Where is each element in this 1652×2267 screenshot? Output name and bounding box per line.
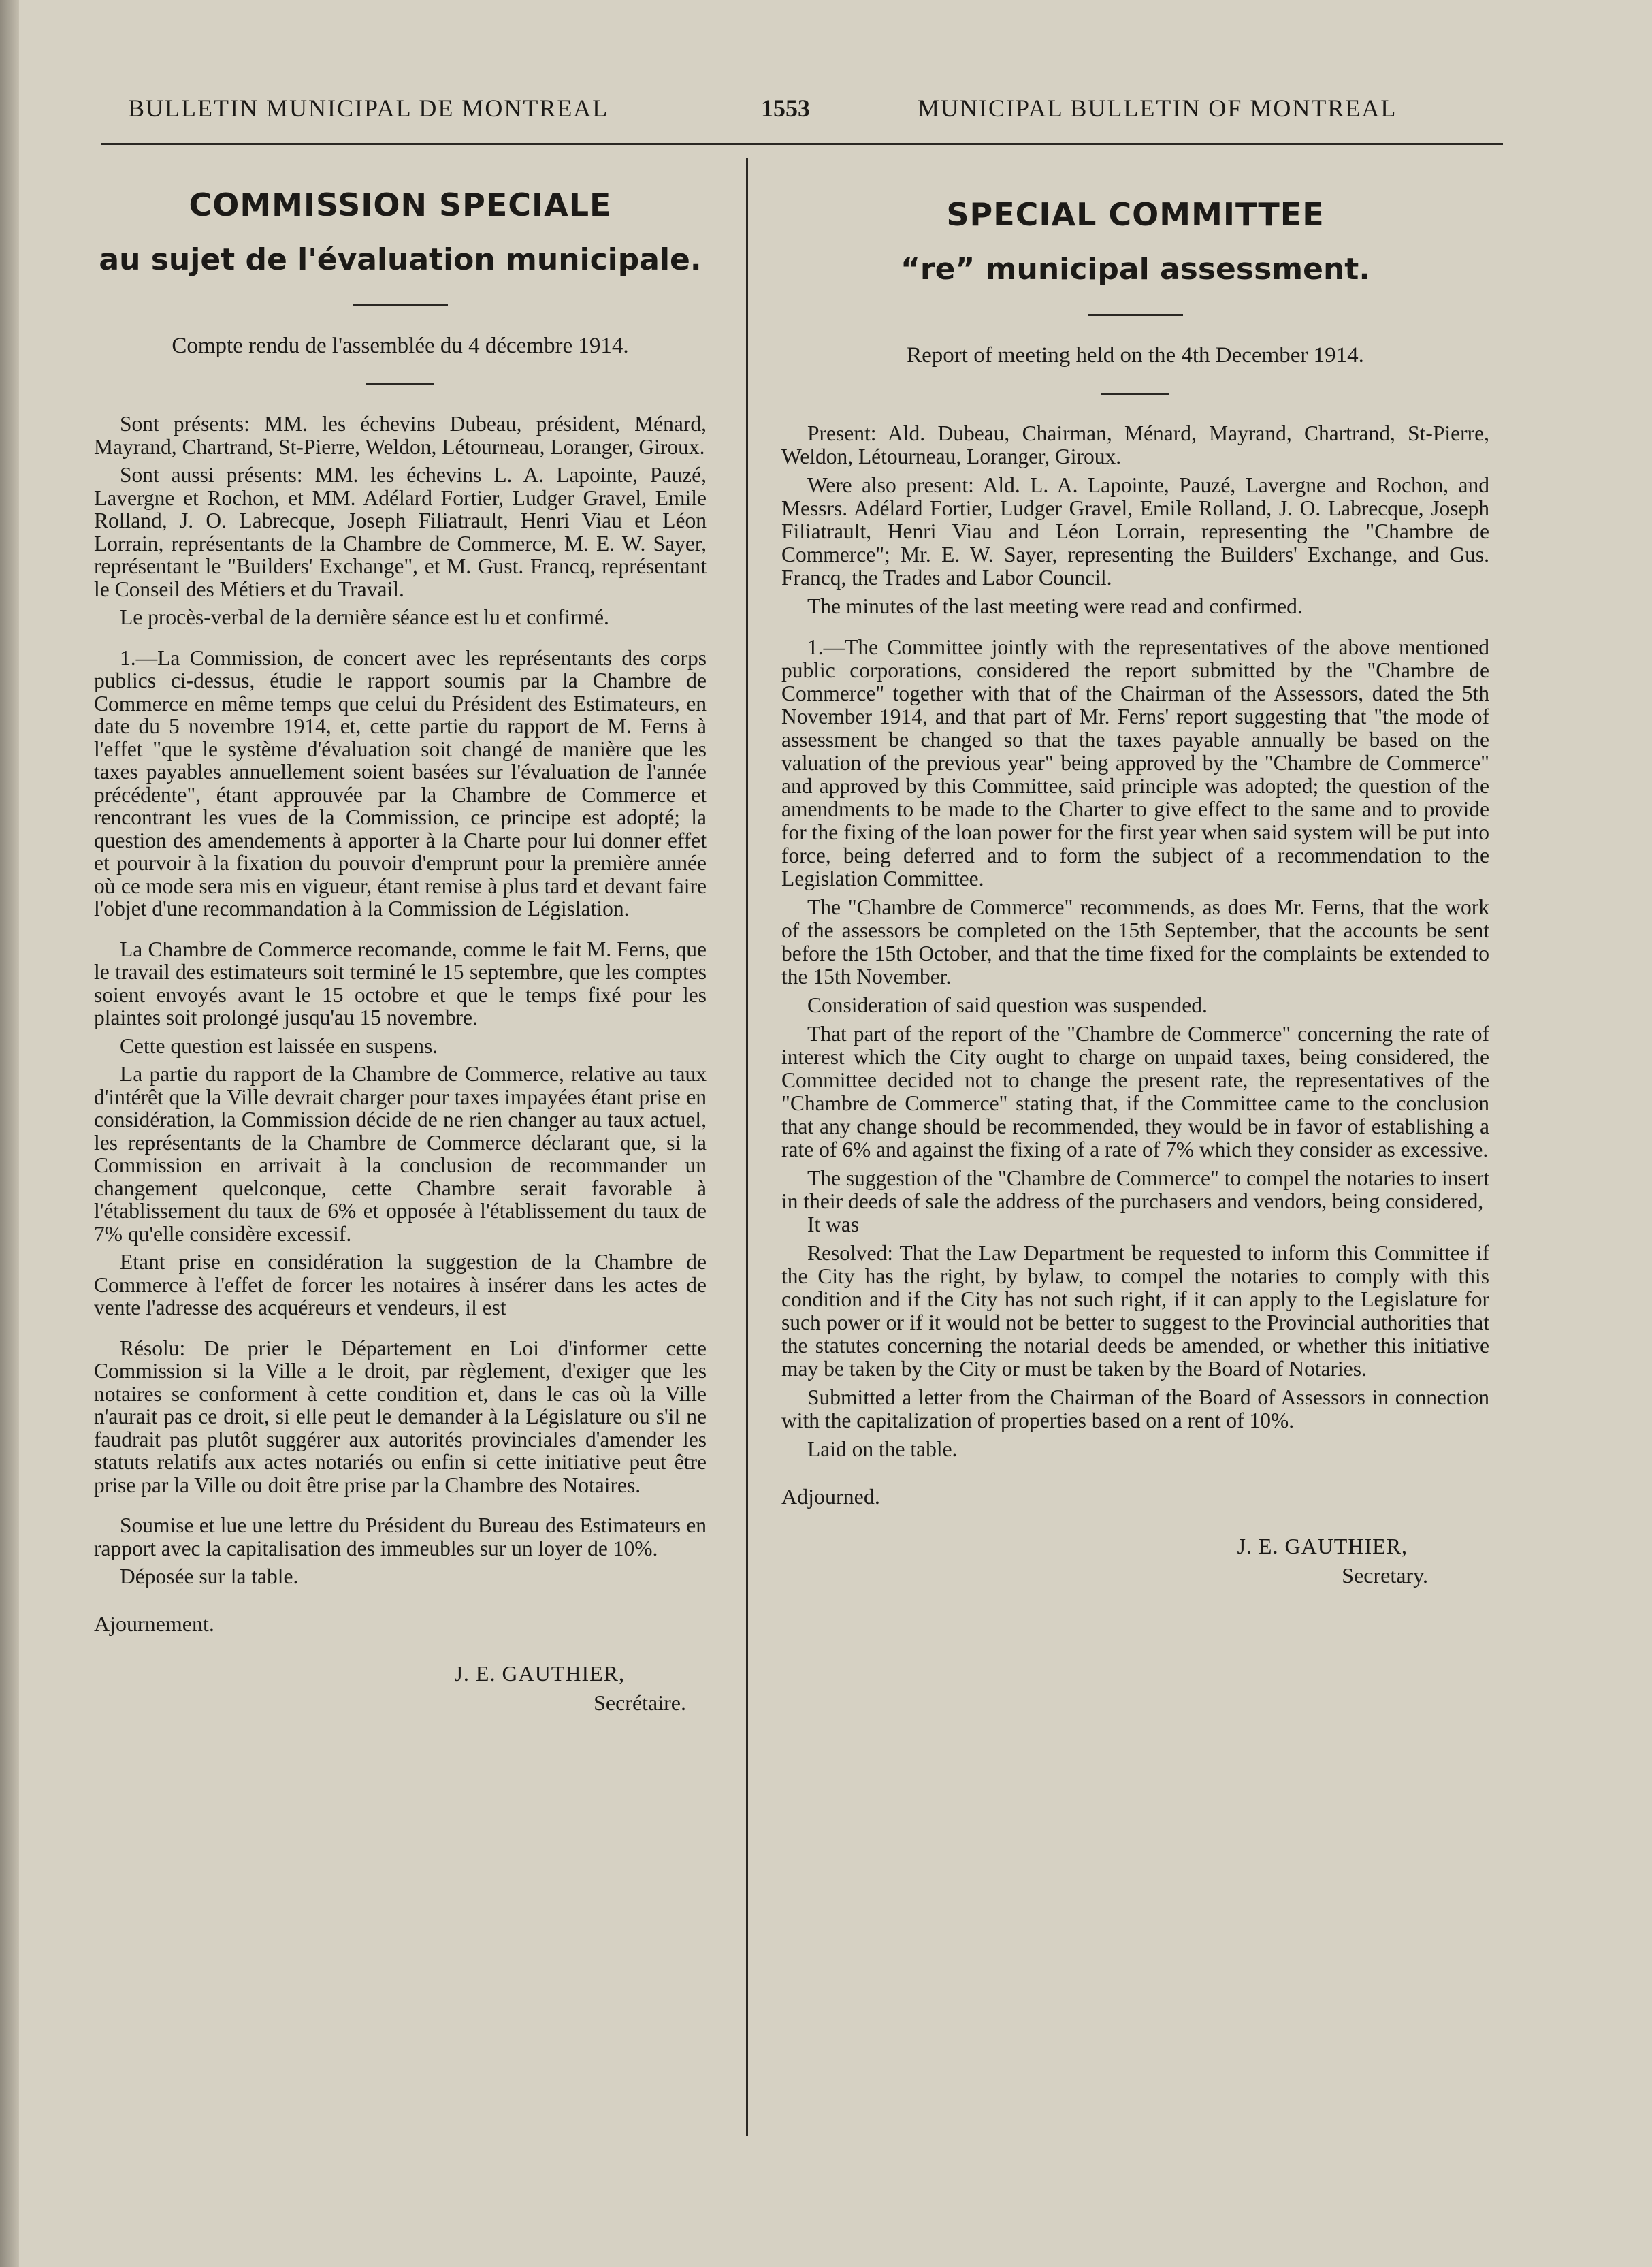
english-signature: J. E. GAUTHIER, [1237,1534,1408,1558]
french-paragraph-minutes: Le procès-verbal de la dernière séance est lu et confirmé. [120,605,609,629]
french-paragraph-recommendation: La Chambre de Commerce recomande, comme le fait M. Ferns, que le travail des estimateurs soit terminé le 15 septembre, que les comptes soient envoyés avant le 15 octobre et que le temps fixé pour les plaintes soit prolongé jusqu'au 15 novembre. [94,937,707,1029]
english-paragraph-suspended: Consideration of said question was suspended. [807,993,1208,1017]
english-paragraph-notaries: The suggestion of the "Chambre de Commerce" to compel the notaries to insert in their deeds of sale the address of the purchasers and vendors, being considered, [781,1166,1489,1213]
french-meeting-date: Compte rendu de l'assemblée du 4 décembre 1914. [172,334,629,358]
french-adjourned: Ajournement. [94,1611,214,1636]
title-rule [353,304,448,306]
title-rule [1088,314,1183,316]
bulletin-page [19,0,1652,2267]
page-number: 1553 [761,95,810,122]
english-paragraph-tabled: Laid on the table. [807,1437,958,1461]
english-body [781,422,1489,1461]
english-paragraph-it-was: It was [807,1212,860,1236]
french-paragraph-resolved: Résolu: De prier le Département en Loi d'informer cette Commission si la Ville a le droit, par règlement, d'exiger que les notaires se conforment à cette condition et, dans le cas où la Ville n'aurait pas ce droit, si elle peut le demander à la Législature ou s'il ne faudrait pas plutôt suggérer aux autorités provinciales d'amender les statuts relatifs aux actes notariés ou enfin si cette initiative peut être prise par la Ville ou doit être prise par la Chambre des Notaires. [94,1336,707,1497]
english-paragraph-resolved: Resolved: That the Law Department be requested to inform this Committee if the City has the right, by bylaw, to compel the notaries to comply with this condition and if the City has not such right, if it can apply to the Legislature for such power or if it would not be better to suggest to the Provincial authorities that the statutes concerning the notarial deeds be amended, or whether this initiative may be taken by the City or must be taken by the Board of Notaries. [781,1241,1489,1381]
french-body [94,413,707,1588]
english-paragraph-minutes: The minutes of the last meeting were read and confirmed. [807,594,1303,618]
french-paragraph-tabled: Déposée sur la table. [120,1564,299,1588]
french-paragraph-notaries: Etant prise en considération la suggestion de la Chambre de Commerce à l'effet de forcer les notaires à insérer dans les actes de vente l'adresse des acquéreurs et vendeurs, il est [94,1250,707,1319]
french-signature: J. E. GAUTHIER, [454,1660,625,1686]
english-paragraph-also-present: Were also present: Ald. L. A. Lapointe, Pauzé, Lavergne and Rochon, and Messrs. Adélard Fortier, Ludger Gravel, Emile Rolland, J. O. Labrecque, Joseph Filiatrault, Henri Viau and Léon Lorrain, representing the "Chambre de Commerce"; Mr. E. W. Sayer, representing the Builders' Exchange, and Gus. Francq, the Trades and Labor Council. [781,473,1489,590]
column-divider [746,158,748,2136]
subtitle-rule [366,383,434,385]
english-paragraph-present: Present: Ald. Dubeau, Chairman, Ménard, Mayrand, Chartrand, St-Pierre, Weldon, Létourneau, Loranger, Giroux. [781,421,1489,468]
english-paragraph-item-1: 1.—The Committee jointly with the representatives of the above mentioned public corporations, considered the report submitted by the "Chambre de Commerce" together with that of the Chairman of the Assessors, dated the 5th November 1914, and that part of Mr. Ferns' report suggesting that "the mode of assessment be changed so that the taxes payable annually be based on the valuation of the previous year" being approved by the "Chambre de Commerce" and approved by this Committee, said principle was adopted; the question of the amendments to be made to the Charter to give effect to the same and to provide for the fixing of the loan power for the first year when said system will be put into force, being deferred and to form the subject of a recommendation to the Legislation Committee. [781,635,1489,890]
french-paragraph-item-1: 1.—La Commission, de concert avec les représentants des corps publics ci-dessus, étudie le rapport soumis par la Chambre de Commerce en même temps que celui du Président des Estimateurs, en date du 5 novembre 1914, et, cette partie du rapport de M. Ferns à l'effet "que le système d'évaluation soit changé de manière que les taxes payables annuellement soient basées sur l'évaluation de l'année précédente", étant approuvée par la Chambre de Commerce et rencontrant les vues de la Commission, ce principe est adopté; la question des amendements à apporter à la Charte pour lui donner effet et pourvoir à la fixation du pouvoir d'emprunt pour la première année où ce mode sera mis en vigueur, étant remise à plus tard et devant faire l'objet d'une recommandation à la Commission de Législation. [94,645,707,920]
subtitle-rule [1101,393,1169,395]
french-column [94,184,707,1716]
english-meeting-date: Report of meeting held on the 4th December 1914. [907,343,1364,368]
running-head-english: MUNICIPAL BULLETIN OF MONTREAL [918,95,1397,122]
english-column [781,184,1489,1588]
french-signature-role: Secrétaire. [594,1690,686,1715]
french-paragraph-also-present: Sont aussi présents: MM. les échevins L. A. Lapointe, Pauzé, Lavergne et Rochon, et MM. Adélard Fortier, Ludger Gravel, Emile Rolland, J. O. Labrecque, Joseph Filiatrault, Henri Viau et Léon Lorrain, représentants de la Chambre de Commerce, M. E. W. Sayer, représentant le "Builders' Exchange", et M. Gust. Francq, représentant le Conseil des Métiers et du Travail. [94,463,707,601]
running-head-french: BULLETIN MUNICIPAL DE MONTREAL [128,95,609,122]
page-binding-shadow [0,0,19,2267]
french-title: COMMISSION SPECIALE [189,187,612,223]
english-signature-role: Secretary. [1342,1563,1428,1588]
french-paragraph-suspended: Cette question est laissée en suspens. [120,1033,438,1058]
french-paragraph-present: Sont présents: MM. les échevins Dubeau, président, Ménard, Mayrand, Chartrand, St-Pierre, Weldon, Létourneau, Loranger, Giroux. [94,412,707,459]
english-paragraph-recommendation: The "Chambre de Commerce" recommends, as does Mr. Ferns, that the work of the assessors be completed on the 15th September, that the accounts be sent before the 15th October, and that the time fixed for the complaints be extended to the 15th November. [781,895,1489,988]
french-paragraph-letter: Soumise et lue une lettre du Président du Bureau des Estimateurs en rapport avec la capitalisation des immeubles sur un loyer de 10%. [94,1513,707,1560]
french-paragraph-interest: La partie du rapport de la Chambre de Commerce, relative au taux d'intérêt que la Ville devrait charger pour taxes impayées étant prise en considération, la Commission décide de ne rien changer au taux actuel, les représentants de la Chambre de Commerce déclarant que, si la Commission en arrivait à la conclusion de recommander un changement quelconque, cette Chambre serait favorable à l'établissement du taux de 6% et opposée à l'établissement du taux de 7% qu'elle considère excessif. [94,1062,707,1246]
english-paragraph-interest: That part of the report of the "Chambre de Commerce" concerning the rate of interest which the City ought to charge on unpaid taxes, being considered, the Committee decided not to change the present rate, the representatives of the "Chambre de Commerce" stating that, if the Committee came to the conclusion that any change should be recommended, they would be in favor of establishing a rate of 6% and against the fixing of a rate of 7% which they consider as excessive. [781,1022,1489,1161]
french-subject: au sujet de l'évaluation municipale. [99,242,702,277]
english-paragraph-letter: Submitted a letter from the Chairman of the Board of Assessors in connection with the capitalization of properties based on a rent of 10%. [781,1385,1489,1432]
header-rule [101,143,1503,145]
english-subject: “re” municipal assessment. [900,252,1371,287]
english-title: SPECIAL COMMITTEE [946,196,1325,233]
english-adjourned: Adjourned. [781,1484,880,1509]
